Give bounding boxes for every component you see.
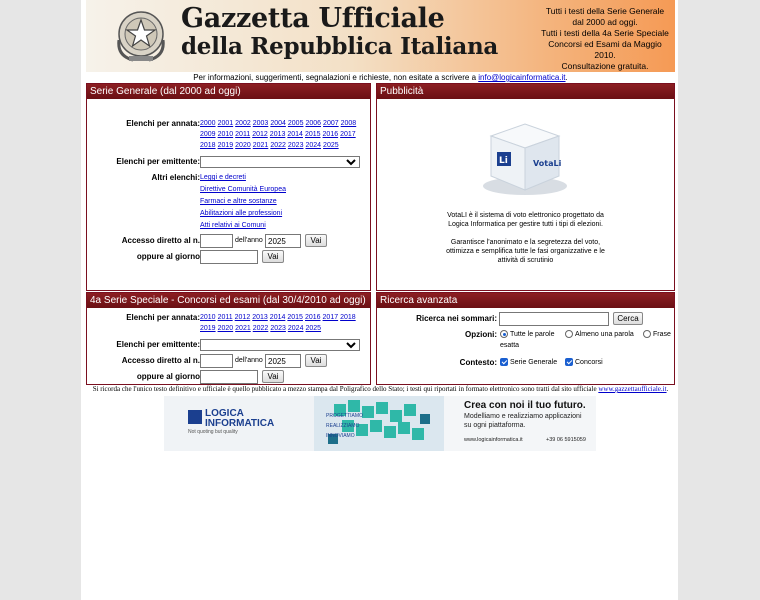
sg-emittente-select[interactable]	[200, 156, 360, 168]
ss-year-2010[interactable]: 2010	[200, 314, 216, 321]
footer-disclaimer: Si ricorda che l'unico testo definitivo e ufficiale è quello pubblicato a mezzo stampa dal Poligrafico dello Stato; i testi qui riportati in formato elettronico sono tratti dal sito ufficiale www.gazzettaufficiale.it.	[92, 385, 669, 393]
contact-email-link[interactable]: info@logicainformatica.it	[478, 73, 566, 82]
ss-year-2013[interactable]: 2013	[252, 314, 268, 321]
ss-year-2020[interactable]: 2020	[217, 325, 234, 332]
sg-years-row	[200, 142, 341, 149]
sg-anno-input[interactable]	[265, 234, 301, 248]
ss-year-2015[interactable]: 2015	[287, 314, 303, 321]
svg-text:Li: Li	[499, 156, 508, 166]
sg-year-2010[interactable]: 2010	[217, 131, 234, 138]
link-abilitazioni[interactable]: Abilitazioni alle professioni	[200, 210, 283, 217]
sg-years-row	[200, 120, 358, 127]
header-note: Tutti i testi della Serie Generale dal 2000 ad oggi. Tutti i testi della 4a Serie Speciale Concorsi ed Esami da Maggio 2010. Consultazione gratuita.	[541, 6, 669, 71]
ss-anno-label: dell'anno	[235, 357, 263, 364]
sg-year-2025[interactable]: 2025	[323, 142, 339, 149]
sg-year-2004[interactable]: 2004	[270, 120, 286, 127]
ss-year-2011[interactable]: 2011	[217, 314, 233, 321]
pubblicita-para1-line1: VotaLI è il sistema di voto elettronico progettato da	[447, 212, 604, 219]
sg-year-2006[interactable]: 2006	[305, 120, 322, 127]
anno-label: dell'anno	[235, 237, 263, 244]
opt-esatta-label: esatta	[500, 342, 520, 349]
page-container	[81, 0, 678, 600]
sg-year-2012[interactable]: 2012	[252, 131, 268, 138]
ricerca-sommari-input[interactable]	[499, 312, 609, 326]
ss-year-2022[interactable]: 2022	[252, 325, 269, 332]
ss-year-2016[interactable]: 2016	[304, 314, 321, 321]
sg-year-2019[interactable]: 2019	[217, 142, 234, 149]
ss-year-2023[interactable]: 2023	[270, 325, 286, 332]
opzioni-label: Opzioni:	[465, 330, 497, 339]
opt-frase-label: Frase	[653, 331, 671, 338]
accesso-diretto-label: Accesso diretto al n.	[121, 236, 200, 245]
link-direttive-ce[interactable]: Direttive Comunità Europea	[200, 186, 286, 193]
svg-text:VotaLi: VotaLi	[533, 159, 562, 168]
sg-year-2014[interactable]: 2014	[287, 131, 303, 138]
ss-year-2017[interactable]: 2017	[322, 314, 339, 321]
sg-year-2013[interactable]: 2013	[269, 131, 286, 138]
giorno-label: oppure al giorno	[136, 252, 200, 261]
check-serie-generale[interactable]	[500, 358, 508, 366]
ss-anno-input[interactable]	[265, 354, 301, 368]
sg-year-2015[interactable]: 2015	[304, 131, 321, 138]
serie-generale-title: Serie Generale (dal 2000 ad oggi)	[87, 84, 370, 99]
serie-generale-panel	[86, 83, 371, 291]
pubblicita-title: Pubblicità	[377, 84, 674, 99]
pubblicita-para2-line3: attività di scrutinio	[497, 257, 554, 264]
pubblicita-para2-line1: Garantisce l'anonimato e la segretezza del voto,	[450, 239, 601, 246]
sg-giorno-input[interactable]	[200, 250, 258, 264]
ss-vai-button[interactable]: Vai	[305, 354, 327, 367]
sg-year-2017[interactable]: 2017	[340, 131, 356, 138]
sg-year-2000[interactable]: 2000	[200, 120, 216, 127]
ss-numero-input[interactable]	[200, 354, 233, 368]
sg-year-2018[interactable]: 2018	[200, 142, 216, 149]
ss-year-2012[interactable]: 2012	[234, 314, 251, 321]
ctx-concorsi-label: Concorsi	[575, 359, 603, 366]
sg-year-2021[interactable]: 2021	[252, 142, 269, 149]
sg-year-2022[interactable]: 2022	[270, 142, 286, 149]
ricerca-avanzata-panel	[376, 292, 675, 385]
ctx-serie-generale-label: Serie Generale	[510, 359, 558, 366]
radio-frase-esatta[interactable]	[643, 330, 651, 338]
ss-year-2018[interactable]: 2018	[340, 314, 356, 321]
ss-year-2021[interactable]: 2021	[235, 325, 251, 332]
ss-emittente-label: Elenchi per emittente:	[116, 340, 200, 349]
sg-year-2001[interactable]: 2001	[217, 120, 234, 127]
logica-informatica-banner[interactable]: LOGICA INFORMATICA Not quoting but quality PROGETTIAMO REALIZZIAMO INNOVIAMO Crea con noi il tuo futuro. Modelliamo e realizziamo applicazioni su ogni piattaforma. www.logicainformatica.it +39 06 5915059	[164, 396, 596, 451]
ss-year-2025[interactable]: 2025	[305, 325, 322, 332]
sg-year-2020[interactable]: 2020	[235, 142, 251, 149]
radio-tutte-parole[interactable]	[500, 330, 508, 338]
cerca-button[interactable]: Cerca	[613, 312, 643, 325]
pubblicita-para1-line2: Logica Informatica per gestire tutti i tipi di elezioni.	[448, 221, 603, 228]
ss-year-2019[interactable]: 2019	[200, 325, 216, 332]
ricerca-sommari-label: Ricerca nei sommari:	[416, 314, 497, 323]
sg-year-2007[interactable]: 2007	[323, 120, 339, 127]
sg-giorno-vai-button[interactable]: Vai	[262, 250, 284, 263]
sg-year-2023[interactable]: 2023	[287, 142, 304, 149]
ss-year-2024[interactable]: 2024	[287, 325, 304, 332]
ss-giorno-input[interactable]	[200, 370, 258, 384]
opt-almeno-una-label: Almeno una parola	[575, 331, 634, 338]
republic-emblem-icon	[111, 6, 171, 66]
logica-logo-icon	[188, 410, 202, 424]
site-title-line2: della Repubblica Italiana	[181, 33, 498, 60]
serie-speciale-panel	[86, 292, 371, 385]
gazzetta-ufficiale-link[interactable]: www.gazzettaufficiale.it	[598, 385, 667, 393]
opt-tutte-parole-label: Tutte le parole	[510, 331, 555, 338]
altri-elenchi-label: Altri elenchi:	[151, 173, 200, 182]
serie-speciale-title: 4a Serie Speciale - Concorsi ed esami (dal 30/4/2010 ad oggi)	[87, 293, 370, 308]
sg-year-2009[interactable]: 2009	[200, 131, 216, 138]
sg-year-2005[interactable]: 2005	[287, 120, 304, 127]
contact-info-line: Per informazioni, suggerimenti, segnalazioni e richieste, non esitate a scrivere a info@logicainformatica.it.	[193, 73, 568, 82]
sg-year-2016[interactable]: 2016	[322, 131, 339, 138]
radio-almeno-una[interactable]	[565, 330, 573, 338]
elenchi-annata-label: Elenchi per annata:	[126, 119, 200, 128]
site-header	[86, 0, 675, 72]
sg-year-2011[interactable]: 2011	[235, 131, 251, 138]
ss-years-row	[200, 325, 323, 332]
pubblicita-panel	[376, 83, 675, 291]
link-atti-comuni[interactable]: Atti relativi ai Comuni	[200, 222, 266, 229]
ss-emittente-select[interactable]	[200, 339, 360, 351]
ss-giorno-label: oppure al giorno	[136, 372, 200, 381]
votali-cube-image	[477, 108, 573, 198]
sg-years-row	[200, 131, 358, 138]
link-leggi-decreti[interactable]: Leggi e decreti	[200, 174, 246, 181]
pubblicita-para2-line2: ottimizza e semplifica tutte le fasi organizzative e le	[446, 248, 605, 255]
sg-numero-input[interactable]	[200, 234, 233, 248]
check-concorsi[interactable]	[565, 358, 573, 366]
sg-year-2008[interactable]: 2008	[340, 120, 357, 127]
sg-year-2003[interactable]: 2003	[252, 120, 269, 127]
sg-year-2024[interactable]: 2024	[305, 142, 322, 149]
banner-headline: Crea con noi il tuo futuro.	[464, 400, 586, 411]
ss-accesso-diretto-label: Accesso diretto al n.	[121, 356, 200, 365]
ss-giorno-vai-button[interactable]: Vai	[262, 370, 284, 383]
ss-years-row	[200, 314, 358, 321]
emittente-label: Elenchi per emittente:	[116, 157, 200, 166]
link-farmaci[interactable]: Farmaci e altre sostanze	[200, 198, 277, 205]
sg-year-2002[interactable]: 2002	[235, 120, 251, 127]
sg-vai-button[interactable]: Vai	[305, 234, 327, 247]
site-title-line1: Gazzetta Ufficiale	[181, 3, 445, 34]
contesto-label: Contesto:	[459, 358, 497, 367]
ss-elenchi-annata-label: Elenchi per annata:	[126, 313, 200, 322]
ricerca-avanzata-title: Ricerca avanzata	[377, 293, 674, 308]
ss-year-2014[interactable]: 2014	[269, 314, 286, 321]
